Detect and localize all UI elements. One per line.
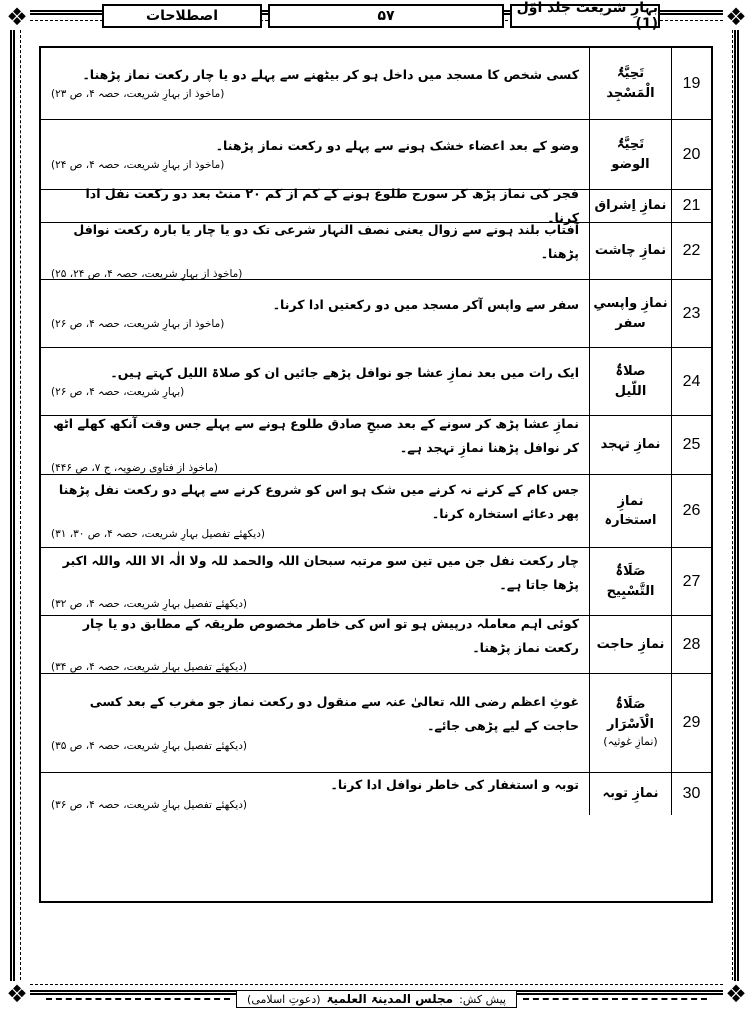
term-cell — [589, 616, 671, 673]
term-text: صَلَاۃُ — [615, 564, 646, 579]
term-text: نمازِ استخارہ — [604, 493, 657, 528]
description-text: چار رکعت نفل جن میں تین سو مرتبہ سبحان اللہ والحمد للہ ولا الٰہ الا اللہ واللہ اکبر پڑھا جاتا ہے۔ — [62, 552, 579, 592]
term-cell — [589, 190, 671, 222]
row-number: 23 — [671, 280, 711, 347]
reference-text: (بہارِ شریعت، حصہ ۴، ص ۲۶) — [51, 386, 185, 399]
term-text: نمازِ چاشت — [594, 243, 667, 259]
term-text: اللّیل — [614, 383, 647, 399]
description-cell — [41, 348, 589, 415]
term-text: التَّسْبِیح — [606, 583, 655, 599]
table-row — [41, 416, 711, 475]
row-number: 27 — [671, 548, 711, 615]
corner-ornament-icon: ❖ — [4, 4, 30, 30]
footer-rule — [46, 998, 230, 1000]
term-text: صَلَاۃُ — [615, 697, 646, 713]
description-cell — [41, 223, 589, 279]
description-text: ایک رات میں بعد نمازِ عشا جو نوافل پڑھے جائیں ان کو صلاۃ اللیل کہتے ہیں۔ — [110, 364, 579, 380]
reference-text: (دیکھئے تفصیل بہارِ شریعت، حصہ ۴، ص ۳۰، ۳۱) — [51, 527, 265, 540]
footer-rule — [523, 998, 707, 1000]
term-text: نمازِ حاجت — [596, 636, 665, 652]
description-text: جس کام کے کرنے نہ کرنے میں شک ہو اس کو شروع کرنے سے پہلے دو رکعت نفل پڑھنا پھر دعائے استخارہ کرنا۔ — [58, 482, 579, 522]
row-number: 28 — [671, 616, 711, 673]
description-cell — [41, 48, 589, 119]
row-number: 19 — [671, 48, 711, 119]
term-cell — [589, 548, 671, 615]
term-text: الوضو — [611, 156, 650, 172]
table-row — [41, 616, 711, 674]
term-cell — [589, 120, 671, 189]
page-number: ۵۷ — [268, 4, 504, 28]
reference-text: (ماخوذ از بہارِ شریعت، حصہ ۴، ص ۲۳) — [51, 88, 225, 101]
term-text: تَحِیَّۃُ — [616, 66, 645, 81]
description-cell — [41, 475, 589, 547]
reference-text: (ماخوذ از بہارِ شریعت، حصہ ۴، ص ۲۶) — [51, 318, 225, 331]
row-number: 24 — [671, 348, 711, 415]
description-text: نمازِ عشا پڑھ کر سونے کے بعد صبحِ صادق طلوع ہونے سے پہلے جس وقت آنکھ کھلے اٹھ کر نوافل پڑھنا نمازِ تہجد ہے۔ — [53, 416, 579, 456]
description-text: سفر سے واپس آکر مسجد میں دو رکعتیں ادا کرنا۔ — [272, 296, 579, 312]
term-text: نمازِ تہجد — [600, 437, 661, 453]
term-text: نمازِ توبہ — [602, 786, 659, 802]
row-number: 26 — [671, 475, 711, 547]
term-cell — [589, 48, 671, 119]
reference-text: (ماخوذ از بہارِ شریعت، حصہ ۴، ص ۲۴، ۲۵) — [51, 267, 243, 280]
publisher-name: مجلس المدینۃ العلمیۃ — [326, 992, 454, 1006]
reference-text: (ماخوذ از فتاوی رضویہ، ج ۷، ص ۴۴۶) — [51, 461, 218, 474]
reference-text: (دیکھئے تفصیل بہارِ شریعت، حصہ ۴، ص ۳۶) — [51, 798, 247, 811]
description-cell — [41, 674, 589, 772]
term-text: صلاۃُ — [615, 364, 646, 379]
corner-ornament-icon: ❖ — [723, 4, 749, 30]
term-text: نمازِ واپسیِ — [593, 296, 668, 311]
row-number: 29 — [671, 674, 711, 772]
term-cell — [589, 348, 671, 415]
table-row — [41, 773, 711, 815]
description-cell — [41, 773, 589, 815]
description-text: آفتاب بلند ہونے سے زوال یعنی نصف النہار شرعی تک دو یا چار یا بارہ رکعت نوافل پڑھنا۔ — [73, 222, 579, 262]
row-number: 20 — [671, 120, 711, 189]
description-cell — [41, 186, 589, 225]
description-cell — [41, 616, 589, 673]
book-title: بہارِ شریعت جلد اوّل (1) — [510, 4, 660, 28]
table-row — [41, 674, 711, 773]
row-number: 30 — [671, 773, 711, 815]
row-number: 22 — [671, 223, 711, 279]
term-cell — [589, 674, 671, 772]
reference-text: (دیکھئے تفصیل بہارِ شریعت، حصہ ۴، ص ۳۲) — [51, 598, 247, 611]
row-number: 25 — [671, 416, 711, 474]
term-cell — [589, 280, 671, 347]
corner-ornament-icon: ❖ — [4, 981, 30, 1007]
term-cell — [589, 223, 671, 279]
description-text: فجر کی نماز پڑھ کر سورج طلوع ہونے کے کم از کم ۲۰ منٹ بعد دو رکعت نفل ادا کرنا۔ — [85, 186, 579, 225]
corner-ornament-icon: ❖ — [723, 981, 749, 1007]
term-text: نمازِ اِشراق — [594, 198, 667, 214]
reference-text: (دیکھئے تفصیل بہارِ شریعت، حصہ ۴، ص ۳۵) — [51, 739, 247, 752]
description-text: توبہ و استغفار کی خاطر نوافل ادا کرنا۔ — [330, 777, 579, 793]
description-text: کسی شخص کا مسجد میں داخل ہو کر بیٹھنے سے پہلے دو یا چار رکعت نماز پڑھنا۔ — [82, 66, 579, 82]
description-text: کوئی اہم معاملہ درپیش ہو تو اس کی خاطر مخصوص طریقہ کے مطابق دو یا چار رکعت نماز پڑھنا۔ — [82, 615, 579, 655]
publisher-box — [236, 990, 517, 1008]
table-row — [41, 548, 711, 616]
term-text: تَحِیَّۃُ — [616, 137, 645, 152]
page-header — [100, 0, 660, 32]
page-footer — [40, 990, 713, 1008]
term-text: الْمَسْجِد — [606, 85, 655, 101]
table-row — [41, 475, 711, 548]
table-row — [41, 223, 711, 280]
table-row — [41, 280, 711, 348]
term-cell — [589, 773, 671, 815]
description-cell — [41, 548, 589, 615]
reference-text: (ماخوذ از بہارِ شریعت، حصہ ۴، ص ۲۴) — [51, 159, 225, 172]
description-text: غوثِ اعظم رضی اللہ تعالیٰ عنہ سے منقول دو رکعت نماز جو مغرب کے بعد کسی حاجت کے لیے پڑھی جائے۔ — [89, 694, 579, 734]
table-row — [41, 120, 711, 190]
description-text: وضو کے بعد اعضاء خشک ہونے سے پہلے دو رکعت نماز پڑھنا۔ — [215, 137, 579, 153]
reference-text: (دیکھئے تفصیل بہارِ شریعت، حصہ ۴، ص ۳۴) — [51, 661, 247, 674]
presented-by-label: پیش کش: — [459, 992, 506, 1006]
term-text: سفر — [615, 315, 646, 331]
publisher-note: (دعوتِ اسلامی) — [247, 992, 321, 1006]
term-text: (نمازِ غوثیہ) — [603, 735, 658, 749]
term-text: الْاَسْرَار — [607, 716, 654, 732]
row-number: 21 — [671, 190, 711, 222]
section-title: اصطلاحات — [102, 4, 262, 28]
term-cell — [589, 475, 671, 547]
terms-table — [39, 46, 713, 903]
term-cell — [589, 416, 671, 474]
table-row — [41, 48, 711, 120]
description-cell — [41, 416, 589, 474]
description-cell — [41, 120, 589, 189]
table-row — [41, 348, 711, 416]
description-cell — [41, 280, 589, 347]
